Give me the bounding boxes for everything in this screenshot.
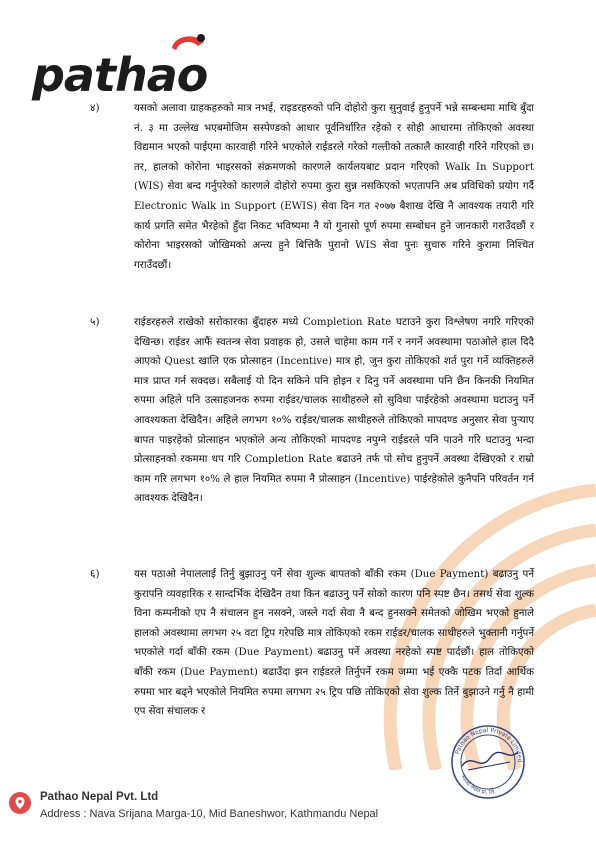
svg-text:पठाओ नेपाल प्रा. लि.: पठाओ नेपाल प्रा. लि. xyxy=(459,773,497,797)
section-number: ४) xyxy=(90,102,100,114)
location-pin-icon xyxy=(9,792,31,814)
section-paragraph: राईडरहरुले राखेको सरोकारका बुँदाहरु मध्ये Completion Rate घटाउने कुरा विश्लेषण नगरि गरिएको देखिन्छ। राईडर आफैं स्वतन्त्र सेवा प्रवाहक हो, उसले चाहेमा काम गर्ने र नगर्ने अवस्थामा पठाओले हाल दिदै आएको Quest खालि एक प्रोत्साहन (Incentive) मात्र हो, जुन कुरा तोकिएको शर्त पुरा गर्ने व्यक्तिहरुले मात्र प्राप्त गर्न सक्दछ। सबैलाई यो दिन सकिने पनि होइन र दिनु पर्ने अवस्थामा पनि छैन किनकी नियमित रुपमा अहिले पनि उत्साहजनक रुपमा राईडर/चालक साथीहरुले सो सुविधा पाईरहेको अवस्थामा घटाउनु पर्ने आवश्यकता देखिदैन। अहिले लगभग १०% राईडर/चालक साथीहरुले तोकिएको मापदण्ड अनुसार सेवा पुऱ्याए बापत पाइरहेको प्रोत्साहन भएकोले अन्य तोकिएको मापदण्ड नपुग्ने राईडरले पनि पाउने गरि घटाउनु भन्दा प्रोत्साहनको रकममा थप गरि Completion Rate बढाउने तर्फ पो सोच हुनुपर्ने अवस्था देखिएको र राम्रो काम गरि लगभग १०% ले हाल नियमित रुपमा नै प्रोत्साहन (Incentive) पाईरहेकोले कुनैपनि परिवर्तन गर्न आवश्यक देखिदैन। xyxy=(134,317,534,505)
pathao-logo xyxy=(30,30,210,102)
footer xyxy=(0,772,596,842)
logo-wordmark: pathao xyxy=(32,48,208,102)
company-address: Address : Nava Srijana Marga-10, Mid Baneshwor, Kathmandu Nepal xyxy=(40,808,379,820)
svg-text:Pathao Nepal Private Limited: Pathao Nepal Private Limited xyxy=(454,726,524,763)
section-paragraph: यस पठाओ नेपाललाई तिर्नु बुझाउनु पर्ने सेवा शुल्क बापतको बाँकी रकम (Due Payment) बढाउनु पर्ने कुरापनि व्यवहारिक र सान्दर्भिक देखिदैन तथा किन बढाउनु पर्ने सोको कारण पनि स्पष्ट छैन। तसर्थ सेवा शुल्क विना कम्पनीको एप नै संचालन हुन नसक्ने, जस्ले गर्दा सेवा नै बन्द हुनसक्ने समेतको जोखिम भएको हुनाले हालको अवस्थामा लगभग २५ वटा ट्रिप गरेपछि मात्र तोकिएको रकम राईडर/चालक साथीहरुले भुक्तानी गर्नुपर्ने भएकोले गर्दा बाँकी रकम (Due Payment) बढाउनु पर्ने अवस्था नरहेको स्पष्ट पार्दछौं। हाल तोकिएको बाँकी रकम (Due Payment) बढाउँदा झन राईडरले तिर्नुपर्ने रकम जम्मा भई एक्कै पटक तिर्दा आर्थिक रुपमा भार बढ्ने भएकोले नियमित रुपमा लगभग २५ ट्रिप पछि तोकिएको सेवा शुल्क तिर्ने बुझाउने गर्नु नै हामी एप सेवा संचालक र xyxy=(134,569,534,718)
section-number: ५) xyxy=(90,316,100,328)
section-number: ६) xyxy=(90,568,100,580)
rider-helmet-icon xyxy=(168,30,210,60)
section-paragraph: यसको अलावा ग्राहकहरुको मात्र नभई, राइडरहरुको पनि दोहोरो कुरा सुनुवाई हुनुपर्ने भन्ने सम्बन्धमा माथि बुँदा नं. ३ मा उल्लेख भएबमोजिम सस्पेण्डको आधार पूर्वनिर्धारित रहेको र सोही आधारमा तोकिएको अवस्था विद्यमान भएको पाईएमा कारवाही गरिने भएकोले राईडरले गरेको गल्तीको तत्कालै कारवाही गरिने गरिएको छ। तर, हालको कोरोना भाइरसको संक्रमणको कारणले कार्यलयबाट प्रदान गरिएको Walk In Support (WIS) सेवा बन्द गर्नुपरेको कारणले दोहोरो रुपमा कुरा सुन्न नसकिएको भएतापनि अब प्रविधिको प्रयोग गर्दै Electronic Walk in Support (EWIS) सेवा दिन गत २०७७ बैशाख देखि नै आवश्यक तयारी गरि कार्य प्रगति समेत भैरहेको हुँदा निकट भविष्यमा नै यो गुनासो पूर्ण रुपमा सम्बोधन हुने जानकारी गराउँदछौं र कोरोना भाइरसको जोखिमको अन्त्य हुने बित्तिकै पुरानो WIS सेवा पुनः सुचारु गरिने कुरामा निश्चित गराउँदछौं। xyxy=(134,103,534,271)
company-name: Pathao Nepal Pvt. Ltd xyxy=(40,791,159,803)
